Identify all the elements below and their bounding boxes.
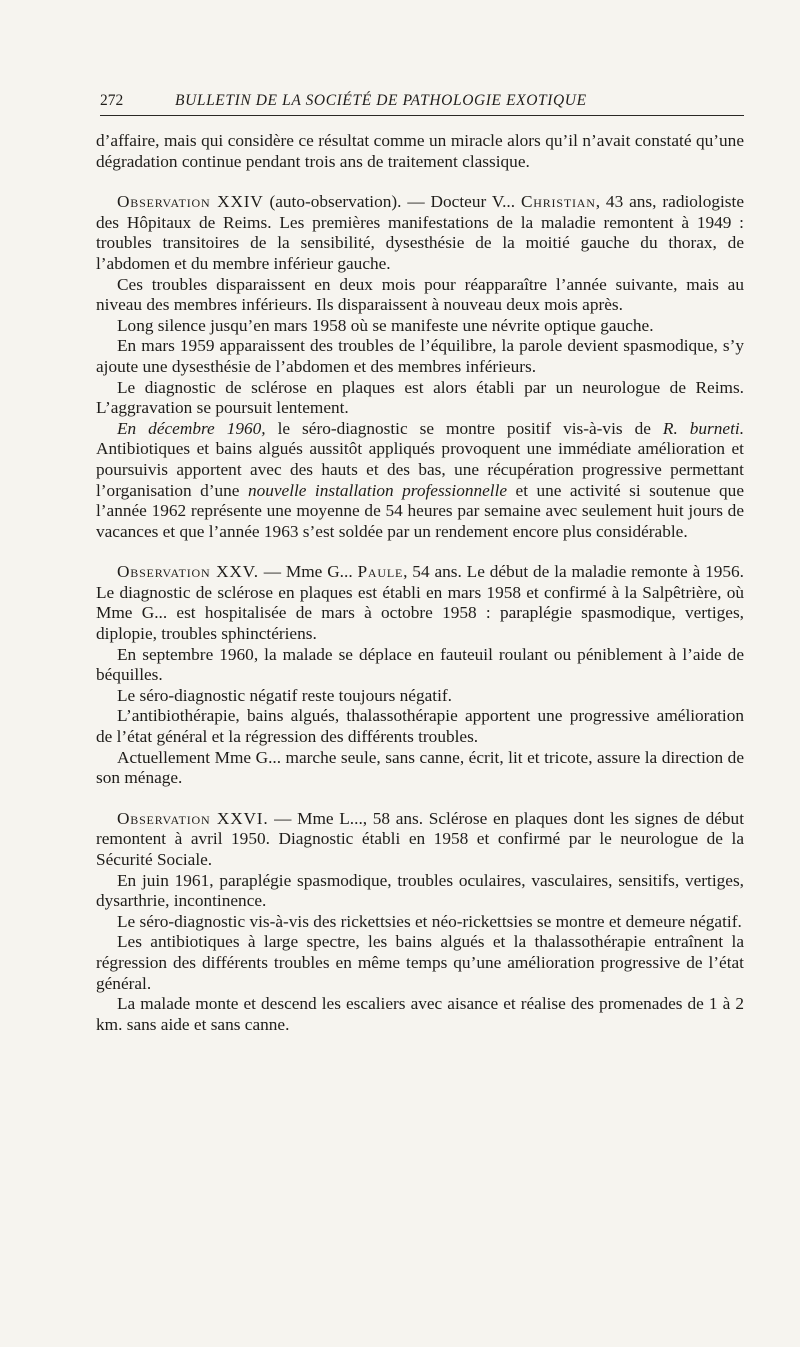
running-title: BULLETIN DE LA SOCIÉTÉ DE PATHOLOGIE EXOTIQUE [175,92,587,109]
observation-24-paragraph [96,192,744,274]
observation-24-paragraph-4: En mars 1959 apparaissent des troubles de l’équilibre, la parole devient spasmodique, s’y ajoute une dysesthésie de l’abdomen et des membres inférieurs. [96,336,744,376]
observation-25-paragraph-5: Actuellement Mme G... marche seule, sans canne, écrit, lit et tricote, assure la direction de son ménage. [96,747,744,788]
italic-species: R. burneti. [662,418,745,438]
page-number: 272 [100,92,124,109]
article-body [96,131,744,1035]
observation-24-intro: (auto-observation). — Docteur V... [263,192,521,212]
observation-25-paragraph-2: En septembre 1960, la malade se déplace en fauteuil roulant ou péniblement à l’aide de béquilles. [96,644,744,685]
observation-25-paragraph-3: Le séro-diagnostic négatif reste toujours négatif. [117,685,452,705]
observation-24-text: , 43 ans, radiologiste des Hôpitaux de Reims. Les premières manifestations de la maladie remontent à 1949 : troubles transitoires de la sensibilité, dysesthésie de la moitié gauche du thorax, de l’abdomen et du membre inférieur gauche. [96,192,744,273]
italic-phrase: nouvelle installation professionnelle [247,480,508,500]
observation-24-paragraph-2: Ces troubles disparaissent en deux mois pour réapparaître l’année suivante, mais au niveau des membres inférieurs. Ils disparaissent à nouveau deux mois après. [96,274,744,315]
observation-26-paragraph-5: La malade monte et descend les escaliers avec aisance et réalise des promenades de 1 à 2 km. sans aide et sans canne. [96,994,744,1034]
paragraph-continuation: d’affaire, mais qui considère ce résultat comme un miracle alors qu’il n’avait constaté qu’une dégradation continue pendant trois ans de traitement classique. [96,131,744,171]
observation-24-paragraph-3: Long silence jusqu’en mars 1958 où se manifeste une névrite optique gauche. [117,315,654,335]
observation-24-paragraph-5: Le diagnostic de sclérose en plaques est alors établi par un neurologue de Reims. L’aggravation se poursuit lentement. [96,377,744,418]
observation-24-label: Observation XXIV [117,192,264,212]
observation-25-label: Observation XXV. [117,562,259,582]
text-run: Antibiotiques et bains algués aussitôt appliqués provoquent une immédiate amélioration et poursuivis apportent avec des hauts et des bas, une récupération progressive permettant l’organisation d’une [96,439,744,500]
observation-25-text: , 54 ans. Le début de la maladie remonte à 1956. Le diagnostic de sclérose en plaques est établi en mars 1958 et confirmé à la Salpêtrière, où Mme G... est hospitalisée de mars à octobre 1958 : paraplégie spasmodique, vertiges, diplopie, troubles sphinctériens. [96,562,745,644]
observation-25-name: Paule [357,562,404,582]
observation-26-paragraph-4: Les antibiotiques à large spectre, les bains algués et la thalassothérapie entraînent la régression des différents troubles en même temps qu’une amélioration progressive de l’état général. [96,932,744,993]
observation-26-paragraph-3: Le séro-diagnostic vis-à-vis des rickettsies et néo-rickettsies se montre et demeure négatif. [117,911,742,931]
italic-date: En décembre 1960, [117,418,266,438]
observation-25-paragraph [96,562,744,644]
observation-26-intro: — Mme L..., 58 ans. Sclérose en plaques dont les signes de début remontent à avril 1950. Diagnostic établi en 1958 et confirmé par le neurologue de la Sécurité Sociale. [96,808,744,869]
observation-24-name: Christian [520,192,596,212]
observation-25-intro: — Mme G... [258,562,358,582]
text-run: et une activité si soutenue que l’année 1962 représente une moyenne de 54 heures par semaine avec seulement huit jours de vacances et que l’année 1963 s’est soldée par un rendement encore plus considérable. [96,480,744,541]
text-run: le séro-diagnostic se montre positif vis-à-vis de [265,418,663,438]
observation-26-paragraph [96,809,744,871]
observation-26-paragraph-2: En juin 1961, paraplégie spasmodique, troubles oculaires, vasculaires, sensitifs, vertiges, dysarthrie, incontinence. [96,870,744,911]
observation-26-label: Observation XXVI. [117,808,269,828]
observation-25-paragraph-4: L’antibiothérapie, bains algués, thalassothérapie apportent une progressive amélioration de l’état général et la régression des différents troubles. [96,706,744,747]
observation-24-paragraph-6 [96,419,744,543]
page-header [100,86,744,116]
